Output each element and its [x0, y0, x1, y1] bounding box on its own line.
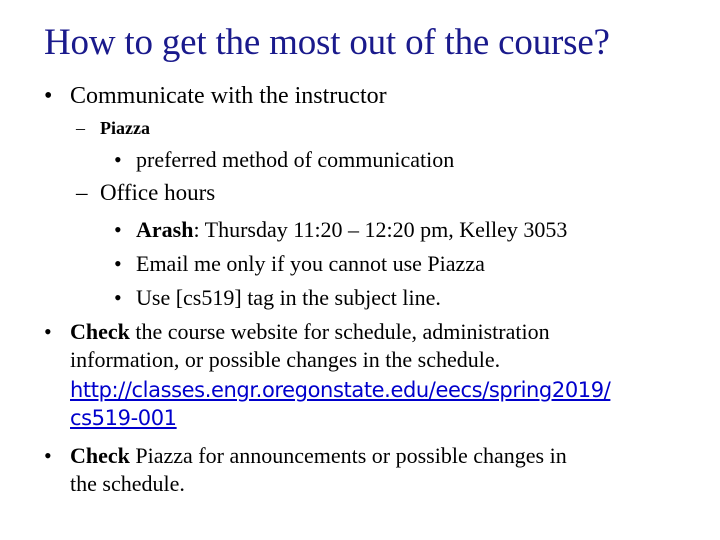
bullet-check-piazza [44, 442, 567, 470]
course-website-link-cont[interactable]: cs519-001 [70, 406, 177, 430]
sub-sub-bullet-arash [114, 216, 567, 244]
bullet-check-piazza-text: Piazza for announcements or possible changes in [129, 443, 567, 468]
sub-bullet-office-hours-text: Office hours [100, 180, 216, 205]
bullet-marker: • [44, 83, 53, 109]
dash-marker: – [76, 180, 88, 205]
sub-sub-bullet-tag-text: Use [cs519] tag in the subject line. [136, 285, 441, 310]
course-website-link-line2[interactable] [70, 404, 177, 432]
sub-sub-bullet-tag [114, 284, 441, 312]
bullet-check-website-cont [70, 346, 500, 374]
slide-title: How to get the most out of the course? [44, 22, 610, 63]
sub-bullet-piazza-text: Piazza [100, 118, 150, 138]
instructor-name: Arash [136, 217, 194, 242]
bullet-check-website-line2: information, or possible changes in the schedule. [70, 347, 501, 372]
bullet-marker: • [114, 147, 122, 172]
check-label: Check [70, 319, 130, 344]
bullet-marker: • [44, 443, 52, 468]
office-hours-time: : Thursday 11:20 – 12:20 pm, Kelley 3053 [193, 217, 568, 242]
sub-sub-bullet-email-text: Email me only if you cannot use Piazza [136, 251, 485, 276]
sub-bullet-piazza [76, 117, 150, 139]
sub-sub-bullet-preferred [114, 146, 454, 174]
bullet-communicate-text: Communicate with the instructor [70, 83, 387, 109]
bullet-marker: • [44, 319, 52, 344]
bullet-check-piazza-line2: the schedule. [70, 471, 185, 496]
sub-sub-bullet-email [114, 250, 485, 278]
bullet-check-website-text: the course website for schedule, administration [129, 319, 550, 344]
check-label: Check [70, 443, 130, 468]
bullet-check-website [44, 318, 550, 346]
bullet-communicate [44, 82, 387, 110]
bullet-marker: • [114, 217, 122, 242]
sub-sub-bullet-preferred-text: preferred method of communication [136, 147, 455, 172]
course-website-link[interactable]: http://classes.engr.oregonstate.edu/eecs/spring2019/ [70, 378, 611, 402]
course-website-link-line1[interactable] [70, 376, 610, 404]
dash-marker: – [76, 118, 85, 138]
bullet-marker: • [114, 251, 122, 276]
bullet-marker: • [114, 285, 122, 310]
sub-bullet-office-hours [76, 179, 215, 207]
bullet-check-piazza-cont [70, 470, 185, 498]
